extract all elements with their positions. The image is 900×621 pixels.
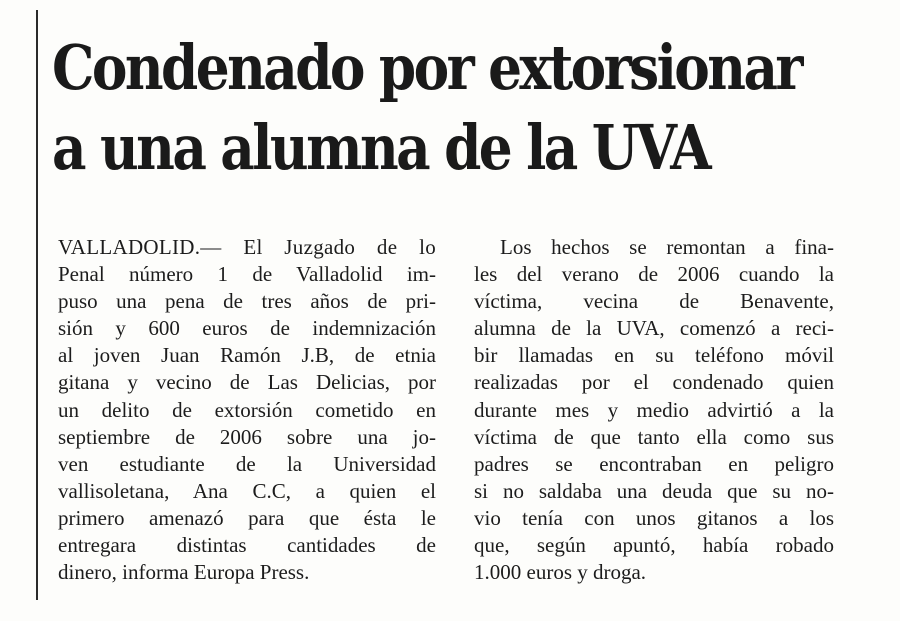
text-line: gitana y vecino de Las Delicias, por [58, 370, 436, 395]
article-column-right [474, 234, 834, 586]
headline-line: Condenado por extorsionar [52, 31, 801, 104]
text-line: septiembre de 2006 sobre una jo- [58, 424, 436, 449]
text-line: ven estudiante de la Universidad [58, 451, 436, 476]
text-line: 1.000 euros y droga. [474, 560, 647, 585]
text-line: si no saldaba una deuda que su no- [474, 478, 834, 503]
headline [52, 28, 801, 188]
text-line: durante mes y medio advirtió a la [474, 397, 834, 422]
column-rule [36, 10, 38, 600]
text-line: Penal número 1 de Valladolid im- [58, 262, 436, 287]
text-line: víctima, vecina de Benavente, [474, 289, 834, 314]
text-line: que, según apuntó, había robado [474, 533, 834, 558]
text-line: primero amenazó para que ésta le [58, 505, 436, 530]
text-line: al joven Juan Ramón J.B, de etnia [58, 343, 436, 368]
text-line: dinero, informa Europa Press. [58, 560, 310, 585]
text-line: les del verano de 2006 cuando la [474, 262, 834, 287]
text-line: puso una pena de tres años de pri- [58, 289, 436, 314]
text-line: padres se encontraban en peligro [474, 451, 834, 476]
text-line: un delito de extorsión cometido en [58, 397, 436, 422]
text-line: vallisoletana, Ana C.C, a quien el [58, 478, 436, 503]
headline-line: a una alumna de la UVA [52, 111, 710, 184]
text-line: vio tenía con unos gitanos a los [474, 505, 834, 530]
text-line: entregara distintas cantidades de [58, 533, 436, 558]
article-column-left [58, 234, 436, 586]
text-line: víctima de que tanto ella como sus [474, 424, 834, 449]
text-line: Los hechos se remontan a fina- [500, 235, 834, 259]
text-line: VALLADOLID.— El Juzgado de lo [58, 235, 436, 259]
text-line: sión y 600 euros de indemnización [58, 316, 436, 341]
text-line: alumna de la UVA, comenzó a reci- [474, 316, 834, 341]
text-line: bir llamadas en su teléfono móvil [474, 343, 834, 368]
text-line: realizadas por el condenado quien [474, 370, 834, 395]
